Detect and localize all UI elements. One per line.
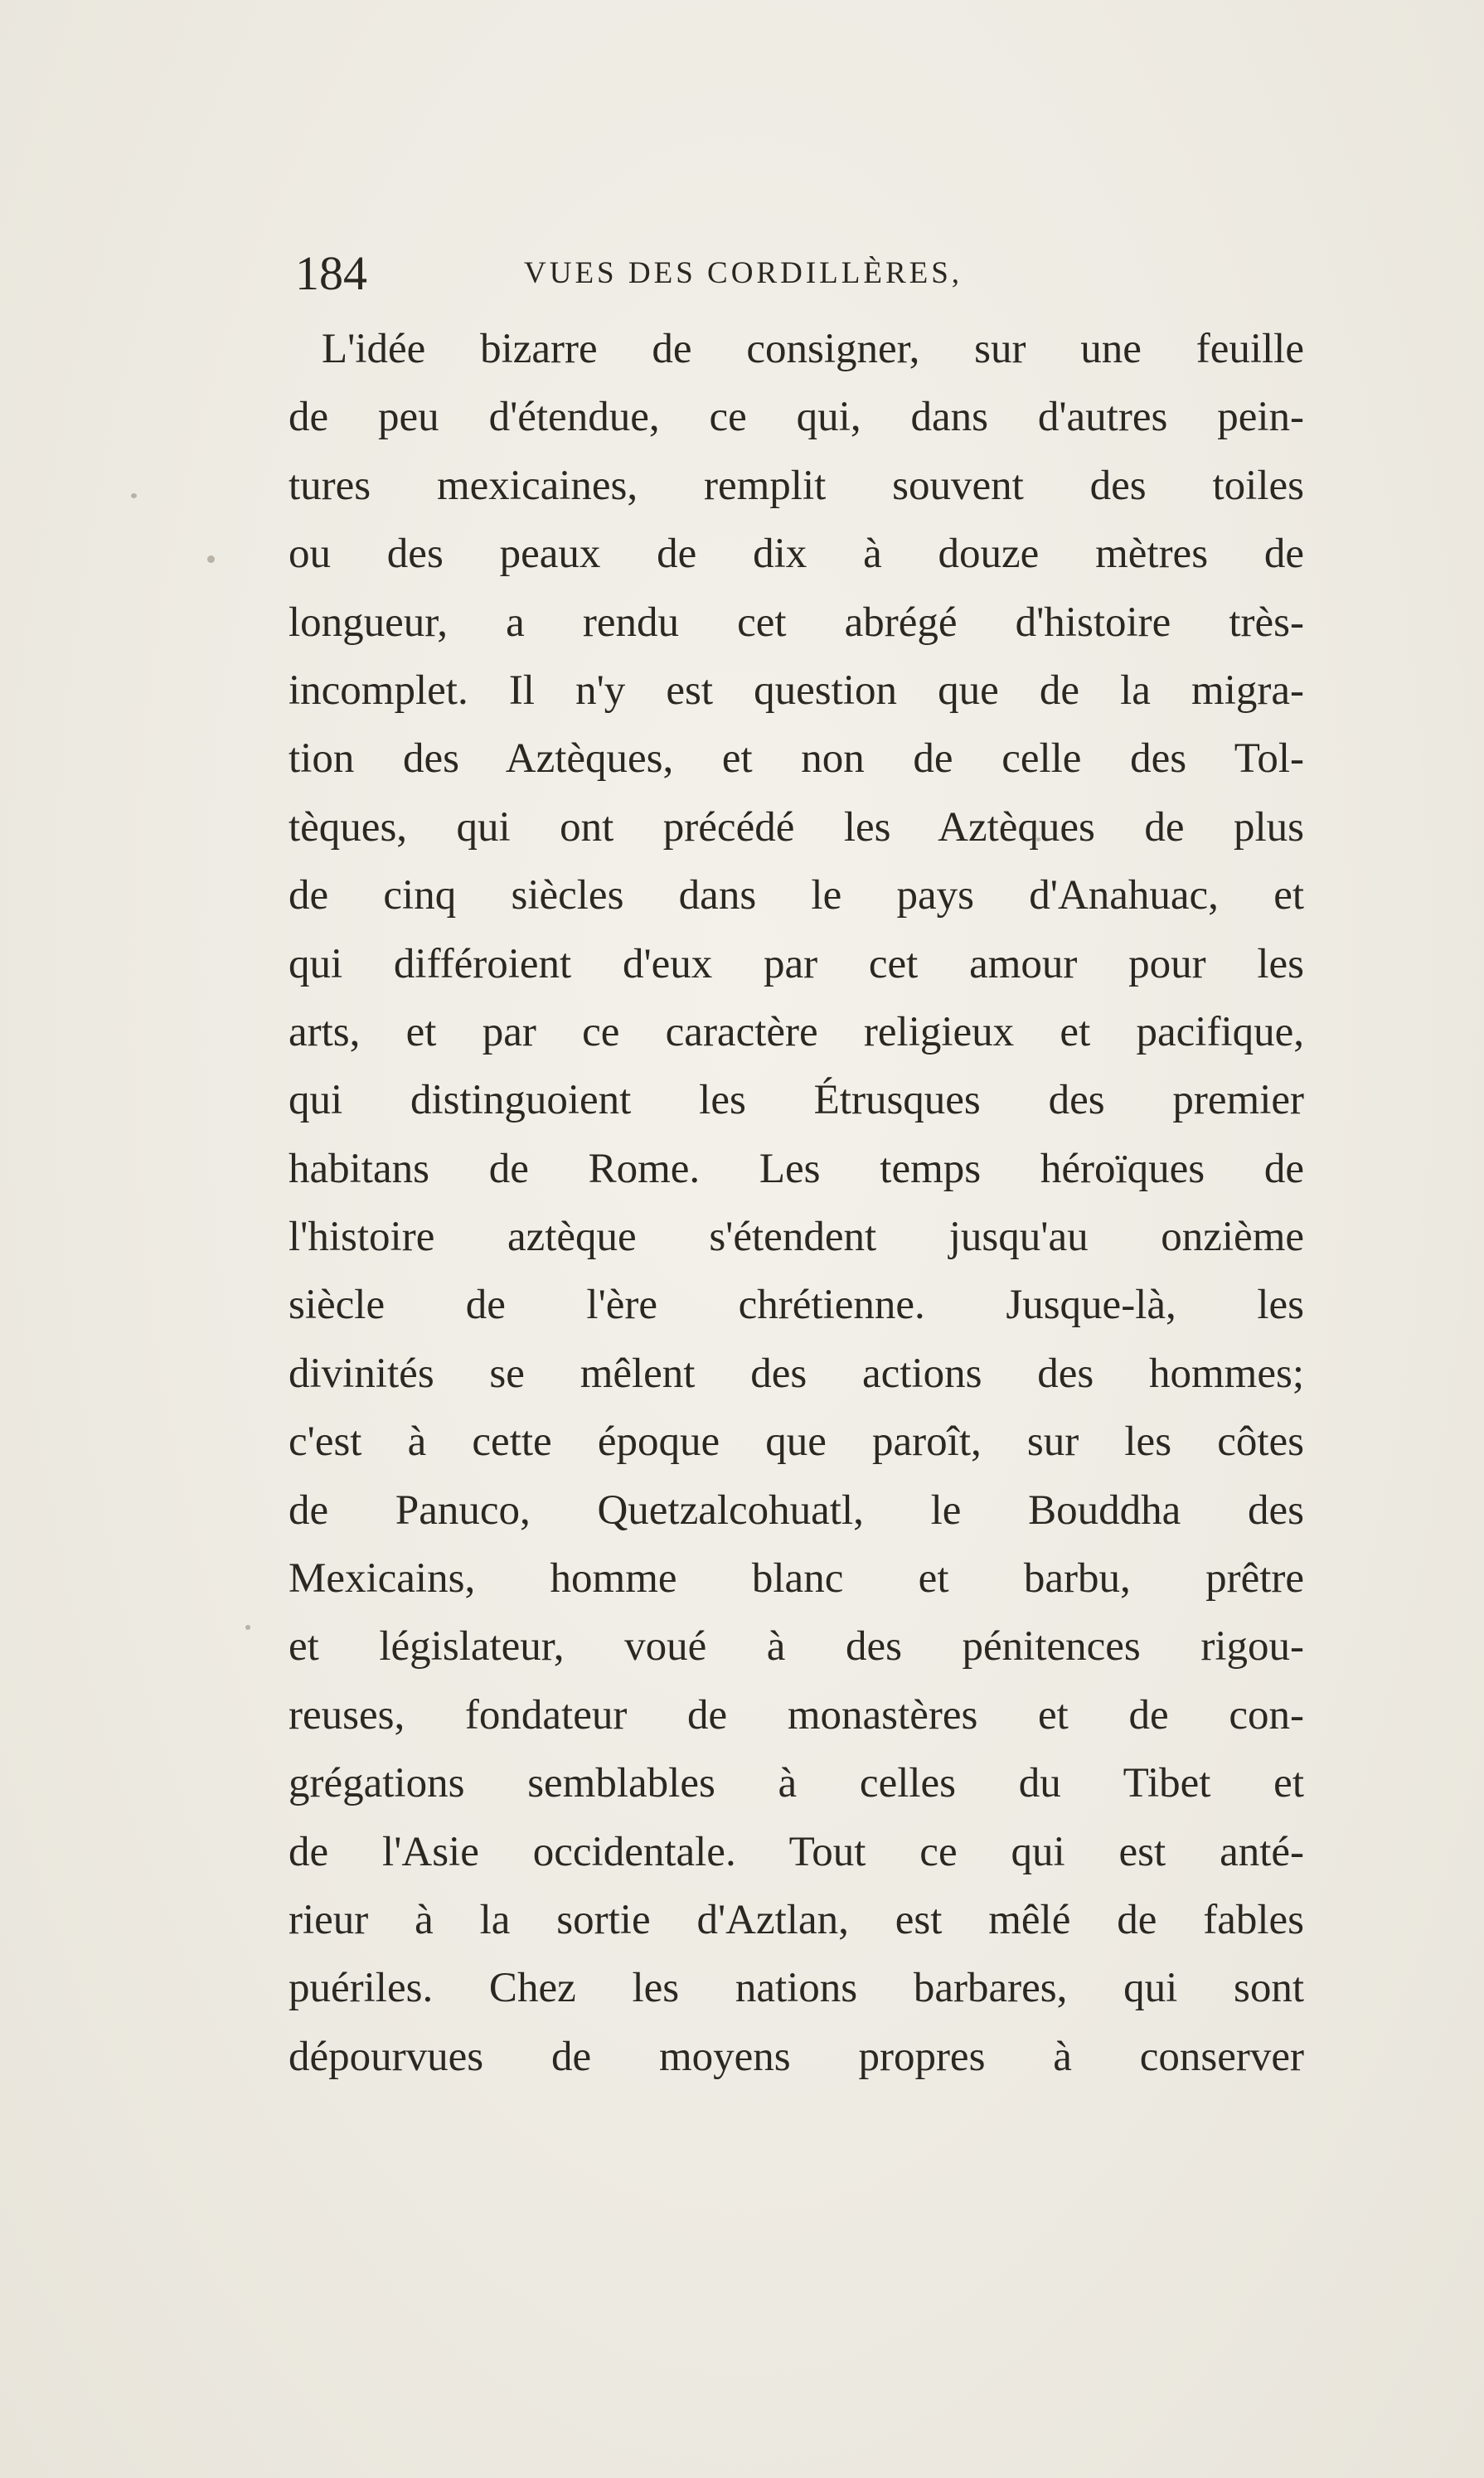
page-header [295, 240, 1124, 307]
text-line: de cinq siècles dans le pays d'Anahuac, et [289, 872, 1304, 919]
text-line: reuses, fondateur de monastères et de con- [289, 1691, 1304, 1738]
running-head: VUES DES CORDILLÈRES, [524, 256, 963, 290]
text-line: divinités se mêlent des actions des hommes; [289, 1350, 1304, 1397]
text-line: Mexicains, homme blanc et barbu, prêtre [289, 1555, 1304, 1603]
body-text [289, 315, 1304, 2091]
text-line: dépourvues de moyens propres à conserver [289, 2033, 1304, 2080]
text-line: qui distinguoient les Étrusques des premier [289, 1077, 1304, 1124]
text-line: rieur à la sortie d'Aztlan, est mêlé de fables [289, 1896, 1304, 1943]
paper-speck [245, 1625, 250, 1630]
text-line: c'est à cette époque que paroît, sur les côtes [289, 1418, 1304, 1466]
paper-speck [207, 555, 215, 563]
text-line: tion des Aztèques, et non de celle des Tol- [289, 735, 1304, 783]
text-line: arts, et par ce caractère religieux et pacifique, [289, 1008, 1304, 1055]
text-line: grégations semblables à celles du Tibet et [289, 1760, 1304, 1807]
text-line: tures mexicaines, remplit souvent des toiles [289, 462, 1304, 509]
paper-speck [131, 493, 137, 498]
text-line: de peu d'étendue, ce qui, dans d'autres pein- [289, 394, 1304, 441]
text-line: l'histoire aztèque s'étendent jusqu'au onzième [289, 1214, 1304, 1261]
text-line: qui différoient d'eux par cet amour pour les [289, 940, 1304, 987]
text-line: puériles. Chez les nations barbares, qui sont [289, 1965, 1304, 2012]
text-line: habitans de Rome. Les temps héroïques de [289, 1145, 1304, 1192]
text-line: incomplet. Il n'y est question que de la migra- [289, 667, 1304, 714]
text-line: L'idée bizarre de consigner, sur une feuille [322, 326, 1304, 372]
text-line: ou des peaux de dix à douze mètres de [289, 531, 1304, 578]
text-line: tèques, qui ont précédé les Aztèques de plus [289, 803, 1304, 851]
page-number: 184 [295, 246, 367, 300]
text-line: siècle de l'ère chrétienne. Jusque-là, les [289, 1282, 1304, 1329]
text-line: et législateur, voué à des pénitences rigou- [289, 1623, 1304, 1671]
text-line: longueur, a rendu cet abrégé d'histoire très- [289, 599, 1304, 646]
text-line: de Panuco, Quetzalcohuatl, le Bouddha des [289, 1486, 1304, 1534]
text-line: de l'Asie occidentale. Tout ce qui est anté- [289, 1828, 1304, 1875]
